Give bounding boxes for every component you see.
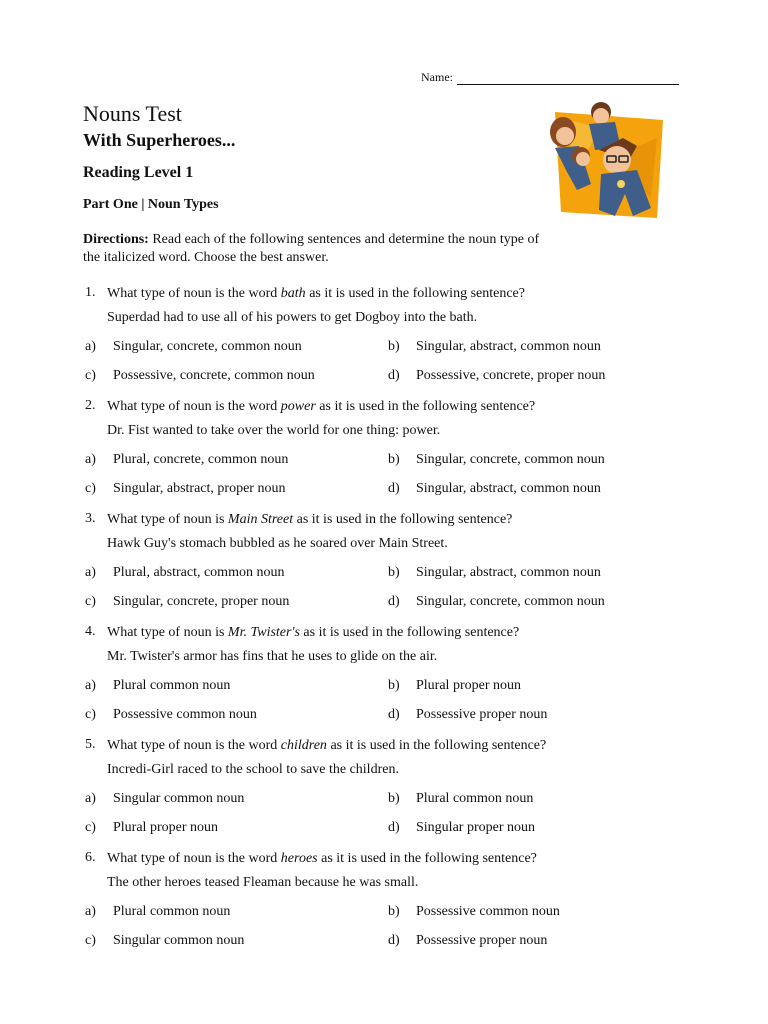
question-prompt	[107, 398, 535, 416]
option-letter: b)	[388, 339, 400, 354]
superhero-family-illustration	[541, 98, 669, 224]
option-text: Plural common noun	[416, 791, 534, 806]
answer-option[interactable]	[388, 451, 605, 469]
question-prefix: What type of noun is the word	[107, 851, 281, 866]
question-suffix: as it is used in the following sentence?	[299, 625, 520, 640]
directions	[83, 231, 543, 267]
question-prompt	[107, 624, 519, 642]
option-letter: d)	[388, 820, 400, 835]
option-text: Possessive common noun	[416, 904, 560, 919]
option-text: Possessive common noun	[113, 707, 257, 722]
question-prefix: What type of noun is the word	[107, 286, 281, 301]
question-prompt	[107, 511, 512, 529]
question-number: 5.	[85, 737, 96, 752]
option-letter: d)	[388, 594, 400, 609]
name-label: Name:	[421, 70, 453, 84]
question-prompt	[107, 850, 537, 868]
answer-option[interactable]	[85, 593, 289, 611]
question-number: 2.	[85, 398, 96, 413]
question-number: 1.	[85, 285, 96, 300]
answer-option[interactable]	[85, 706, 257, 724]
option-letter: d)	[388, 933, 400, 948]
question-suffix: as it is used in the following sentence?	[305, 286, 525, 301]
option-letter: c)	[85, 481, 96, 496]
answer-option[interactable]	[388, 367, 605, 385]
question-prefix: What type of noun is the word	[107, 738, 281, 753]
option-letter: a)	[85, 565, 96, 580]
option-text: Plural common noun	[113, 678, 231, 693]
answer-option[interactable]	[85, 790, 244, 808]
option-text: Singular, abstract, common noun	[416, 481, 601, 496]
option-text: Possessive, concrete, proper noun	[416, 368, 606, 383]
answer-option[interactable]	[388, 338, 601, 356]
option-letter: c)	[85, 368, 96, 383]
option-letter: a)	[85, 904, 96, 919]
answer-option[interactable]	[85, 367, 315, 385]
option-letter: b)	[388, 791, 400, 806]
question-item	[83, 735, 683, 848]
option-text: Singular, concrete, proper noun	[113, 594, 290, 609]
answer-option[interactable]	[388, 706, 547, 724]
answer-option[interactable]	[388, 564, 601, 582]
question-item	[83, 283, 683, 396]
answer-option[interactable]	[85, 932, 244, 950]
answer-option[interactable]	[85, 819, 218, 837]
part-heading: Part One | Noun Types	[83, 197, 219, 212]
option-text: Plural, concrete, common noun	[113, 452, 289, 467]
answer-option[interactable]	[388, 593, 605, 611]
option-letter: b)	[388, 904, 400, 919]
option-text: Singular, concrete, common noun	[416, 594, 605, 609]
question-prompt	[107, 737, 546, 755]
option-text: Singular, abstract, proper noun	[113, 481, 286, 496]
option-text: Plural proper noun	[416, 678, 521, 693]
answer-option[interactable]	[85, 903, 230, 921]
question-suffix: as it is used in the following sentence?	[315, 399, 536, 414]
question-list	[83, 283, 683, 961]
directions-text: Read each of the following sentences and determine the noun type of the italicized word. Choose the best answer.	[83, 232, 540, 265]
name-field[interactable]	[421, 70, 679, 85]
option-text: Singular, abstract, common noun	[416, 339, 601, 354]
question-number: 3.	[85, 511, 96, 526]
answer-option[interactable]	[388, 932, 547, 950]
question-suffix: as it is used in the following sentence?	[326, 738, 547, 753]
question-number: 4.	[85, 624, 96, 639]
option-letter: d)	[388, 707, 400, 722]
question-italic-word: bath	[280, 286, 306, 301]
question-item	[83, 622, 683, 735]
option-letter: b)	[388, 678, 400, 693]
question-item	[83, 848, 683, 961]
answer-option[interactable]	[85, 677, 230, 695]
question-sentence: Superdad had to use all of his powers to get Dogboy into the bath.	[107, 310, 478, 325]
question-number: 6.	[85, 850, 96, 865]
option-text: Singular, concrete, common noun	[416, 452, 605, 467]
answer-option[interactable]	[85, 338, 302, 356]
option-letter: c)	[85, 594, 96, 609]
answer-option[interactable]	[85, 480, 285, 498]
option-text: Possessive proper noun	[416, 707, 548, 722]
answer-option[interactable]	[388, 480, 601, 498]
reading-level-heading: Reading Level 1	[83, 164, 194, 181]
option-text: Plural proper noun	[113, 820, 218, 835]
answer-option[interactable]	[388, 903, 560, 921]
question-suffix: as it is used in the following sentence?	[317, 851, 537, 866]
option-letter: d)	[388, 481, 400, 496]
question-sentence: Hawk Guy's stomach bubbled as he soared over Main Street.	[107, 536, 448, 551]
option-letter: a)	[85, 339, 96, 354]
question-sentence: The other heroes teased Fleaman because he was small.	[107, 875, 419, 890]
option-text: Plural common noun	[113, 904, 231, 919]
question-italic-word: Mr. Twister's	[227, 625, 300, 640]
question-prefix: What type of noun is the word	[107, 399, 281, 414]
option-letter: c)	[85, 933, 96, 948]
question-italic-word: power	[280, 399, 316, 414]
answer-option[interactable]	[85, 451, 288, 469]
answer-option[interactable]	[85, 564, 284, 582]
option-letter: c)	[85, 707, 96, 722]
option-letter: b)	[388, 452, 400, 467]
question-suffix: as it is used in the following sentence?	[293, 512, 513, 527]
option-letter: a)	[85, 452, 96, 467]
question-prompt	[107, 285, 525, 303]
option-letter: a)	[85, 678, 96, 693]
option-text: Singular common noun	[113, 791, 245, 806]
option-letter: a)	[85, 791, 96, 806]
directions-label: Directions:	[83, 232, 149, 247]
option-text: Singular common noun	[113, 933, 245, 948]
answer-option[interactable]	[388, 677, 521, 695]
option-text: Singular, abstract, common noun	[416, 565, 601, 580]
option-letter: c)	[85, 820, 96, 835]
question-italic-word: Main Street	[227, 512, 294, 527]
question-prefix: What type of noun is	[107, 625, 228, 640]
question-italic-word: children	[280, 738, 327, 753]
page-title: Nouns Test	[83, 101, 182, 126]
option-text: Singular, concrete, common noun	[113, 339, 302, 354]
question-sentence: Incredi-Girl raced to the school to save the children.	[107, 762, 399, 777]
question-sentence: Mr. Twister's armor has fins that he uses to glide on the air.	[107, 649, 438, 664]
option-text: Possessive proper noun	[416, 933, 548, 948]
option-text: Possessive, concrete, common noun	[113, 368, 315, 383]
question-italic-word: heroes	[280, 851, 318, 866]
answer-option[interactable]	[388, 790, 533, 808]
answer-option[interactable]	[388, 819, 535, 837]
page-subtitle: With Superheroes...	[83, 130, 236, 150]
option-letter: b)	[388, 565, 400, 580]
name-blank-line[interactable]	[457, 71, 679, 85]
question-item	[83, 509, 683, 622]
question-prefix: What type of noun is	[107, 512, 228, 527]
option-letter: d)	[388, 368, 400, 383]
option-text: Singular proper noun	[416, 820, 535, 835]
question-item	[83, 396, 683, 509]
option-text: Plural, abstract, common noun	[113, 565, 285, 580]
question-sentence: Dr. Fist wanted to take over the world for one thing: power.	[107, 423, 441, 438]
